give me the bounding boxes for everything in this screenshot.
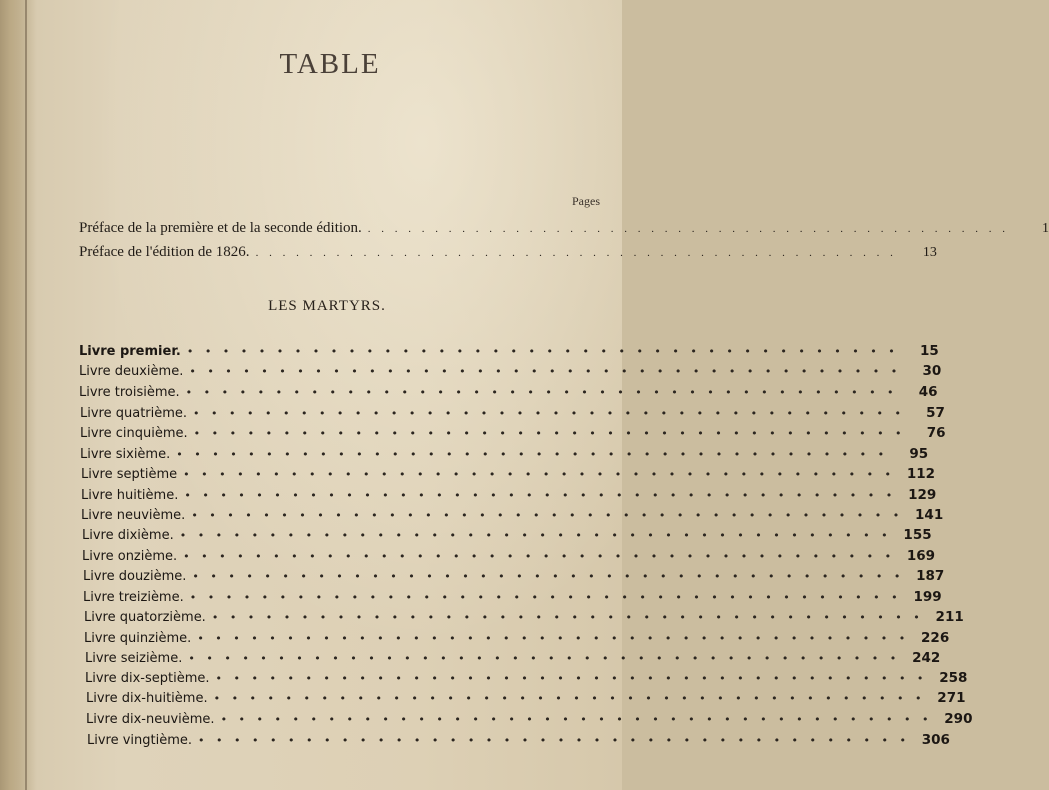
entry-label: Livre douzième. xyxy=(83,569,187,584)
dot-leader: • • • • • • • • • • • • • • • • • • • • • • • • • • • • • • • • • • • • • • • • xyxy=(184,489,897,502)
entry-page-number: 57 xyxy=(926,405,945,421)
entry-label: Livre huitième. xyxy=(81,488,179,503)
chapter-entry xyxy=(84,609,964,629)
dot-leader: • • • • • • • • • • • • • • • • • • • • • • • • • • • • • • • • • • • • • • • • xyxy=(188,652,901,665)
dot-leader: • • • • • • • • • • • • • • • • • • • • • • • • • • • • • • • • • • • • • • • • xyxy=(211,611,924,624)
page-title: TABLE xyxy=(279,48,381,80)
entry-label: Livre neuvième. xyxy=(81,508,186,523)
entry-page-number: 141 xyxy=(915,507,944,523)
dot-leader: • • • • • • • • • • • • • • • • • • • • • • • • • • • • • • • • • • • • • • • • xyxy=(197,632,910,645)
dot-leader: • • • • • • • • • • • • • • • • • • • • • • • • • • • • • • • • • • • • • • • • xyxy=(198,734,910,747)
chapter-entry xyxy=(84,630,950,650)
dot-leader: . . . . . . . . . . . . . . . . . . . . . . . . . . . . . . . . . . . . . . . . . . . . . . . . xyxy=(255,247,897,259)
entry-page-number: 13 xyxy=(922,245,937,260)
section-heading: LES MARTYRS. xyxy=(268,298,386,314)
entry-label: Livre treizième. xyxy=(83,590,184,605)
dot-leader: • • • • • • • • • • • • • • • • • • • • • • • • • • • • • • • • • • • • • • • • xyxy=(179,529,892,542)
entry-label: Livre seizième. xyxy=(85,651,183,666)
chapter-entry xyxy=(81,507,944,527)
entry-label: Livre deuxième. xyxy=(79,364,184,379)
entry-page-number: 306 xyxy=(921,732,950,748)
entry-label: Livre troisième. xyxy=(79,385,180,400)
dot-leader: . . . . . . . . . . . . . . . . . . . . . . . . . . . . . . . . . . . . . . . . . . . . . . . . xyxy=(367,223,1010,235)
entry-page-number: 226 xyxy=(921,630,950,646)
entry-page-number: 129 xyxy=(908,487,937,503)
entry-label: Livre quatrième. xyxy=(80,406,188,421)
dot-leader: • • • • • • • • • • • • • • • • • • • • • • • • • • • • • • • • • • • • • • • • xyxy=(213,692,926,705)
chapter-entry xyxy=(79,343,939,363)
entry-page-number: 95 xyxy=(909,446,929,462)
spine-shadow xyxy=(25,0,27,790)
chapter-entry xyxy=(81,487,937,507)
entry-label: Livre sixième. xyxy=(80,447,171,462)
page-gutter xyxy=(0,0,36,790)
entry-label: Livre dix-septième. xyxy=(85,671,210,686)
chapter-entry xyxy=(79,384,938,404)
dot-leader: • • • • • • • • • • • • • • • • • • • • • • • • • • • • • • • • • • • • • • • • xyxy=(191,509,904,522)
dot-leader: • • • • • • • • • • • • • • • • • • • • • • • • • • • • • • • • • • • • • • • • xyxy=(193,407,905,420)
chapter-entry xyxy=(83,568,945,588)
preface-entry xyxy=(79,244,937,264)
entry-label: Livre dix-neuvième. xyxy=(86,712,215,727)
entry-page-number: 258 xyxy=(939,670,968,686)
entry-page-number: 271 xyxy=(937,690,966,706)
dot-leader: • • • • • • • • • • • • • • • • • • • • • • • • • • • • • • • • • • • • • • • • xyxy=(215,672,928,685)
entry-page-number: 290 xyxy=(944,711,973,727)
chapter-entry xyxy=(81,466,936,486)
chapter-entry xyxy=(80,446,929,466)
chapter-entry xyxy=(85,670,968,690)
dot-leader: • • • • • • • • • • • • • • • • • • • • • • • • • • • • • • • • • • • • • • • • xyxy=(185,386,898,399)
entry-page-number: 199 xyxy=(913,589,942,605)
dot-leader: • • • • • • • • • • • • • • • • • • • • • • • • • • • • • • • • • • • • • • • • xyxy=(192,570,905,583)
chapter-entry xyxy=(86,711,973,731)
dot-leader: • • • • • • • • • • • • • • • • • • • • • • • • • • • • • • • • • • • • • • • • xyxy=(183,550,896,563)
dot-leader: • • • • • • • • • • • • • • • • • • • • • • • • • • • • • • • • • • • • • • • • xyxy=(183,468,896,481)
chapter-entry xyxy=(80,405,945,425)
entry-label: Livre dix-huitième. xyxy=(86,691,208,706)
entry-page-number: 30 xyxy=(922,363,942,379)
entry-label: Livre vingtième. xyxy=(87,733,193,748)
entry-page-number: 155 xyxy=(903,527,932,543)
entry-label: Livre premier. xyxy=(79,344,181,359)
entry-page-number: 169 xyxy=(906,548,936,564)
entry-page-number: 15 xyxy=(919,343,939,359)
dot-leader: • • • • • • • • • • • • • • • • • • • • • • • • • • • • • • • • • • • • • • • • xyxy=(189,365,902,378)
entry-label: Livre quinzième. xyxy=(84,631,192,646)
chapter-entry xyxy=(87,732,950,752)
entry-page-number: 76 xyxy=(926,425,946,441)
entry-label: Livre septième xyxy=(81,467,178,482)
entry-label: Livre cinquième. xyxy=(80,426,188,441)
entry-label: Préface de l'édition de 1826. xyxy=(79,244,250,260)
dot-leader: • • • • • • • • • • • • • • • • • • • • • • • • • • • • • • • • • • • • • • • • xyxy=(220,713,933,726)
entry-page-number: 187 xyxy=(916,568,945,584)
dot-leader: • • • • • • • • • • • • • • • • • • • • • • • • • • • • • • • • • • • • • • • • xyxy=(186,345,899,358)
entry-page-number: 112 xyxy=(906,466,936,482)
dot-leader: • • • • • • • • • • • • • • • • • • • • • • • • • • • • • • • • • • • • • • • • xyxy=(176,448,889,461)
dot-leader: • • • • • • • • • • • • • • • • • • • • • • • • • • • • • • • • • • • • • • • • xyxy=(189,591,902,604)
entry-page-number: 211 xyxy=(935,609,964,625)
chapter-entry xyxy=(83,589,942,609)
entry-label: Livre quatorzième. xyxy=(84,610,206,625)
chapter-entry xyxy=(85,650,941,670)
chapter-entry xyxy=(79,363,942,383)
chapter-entry xyxy=(80,425,946,445)
chapter-entry xyxy=(82,527,932,547)
dot-leader: • • • • • • • • • • • • • • • • • • • • • • • • • • • • • • • • • • • • • • • • xyxy=(193,427,906,440)
chapter-entry xyxy=(82,548,936,568)
preface-entry xyxy=(79,220,1049,240)
entry-page-number: 1 xyxy=(1042,221,1049,236)
chapter-entry xyxy=(86,690,966,710)
entry-page-number: 242 xyxy=(912,650,941,666)
entry-label: Livre onzième. xyxy=(82,549,178,564)
entry-label: Préface de la première et de la seconde édition. xyxy=(79,220,362,236)
entry-label: Livre dixième. xyxy=(82,528,174,543)
pages-column-label: Pages xyxy=(572,194,600,208)
entry-page-number: 46 xyxy=(918,384,938,400)
